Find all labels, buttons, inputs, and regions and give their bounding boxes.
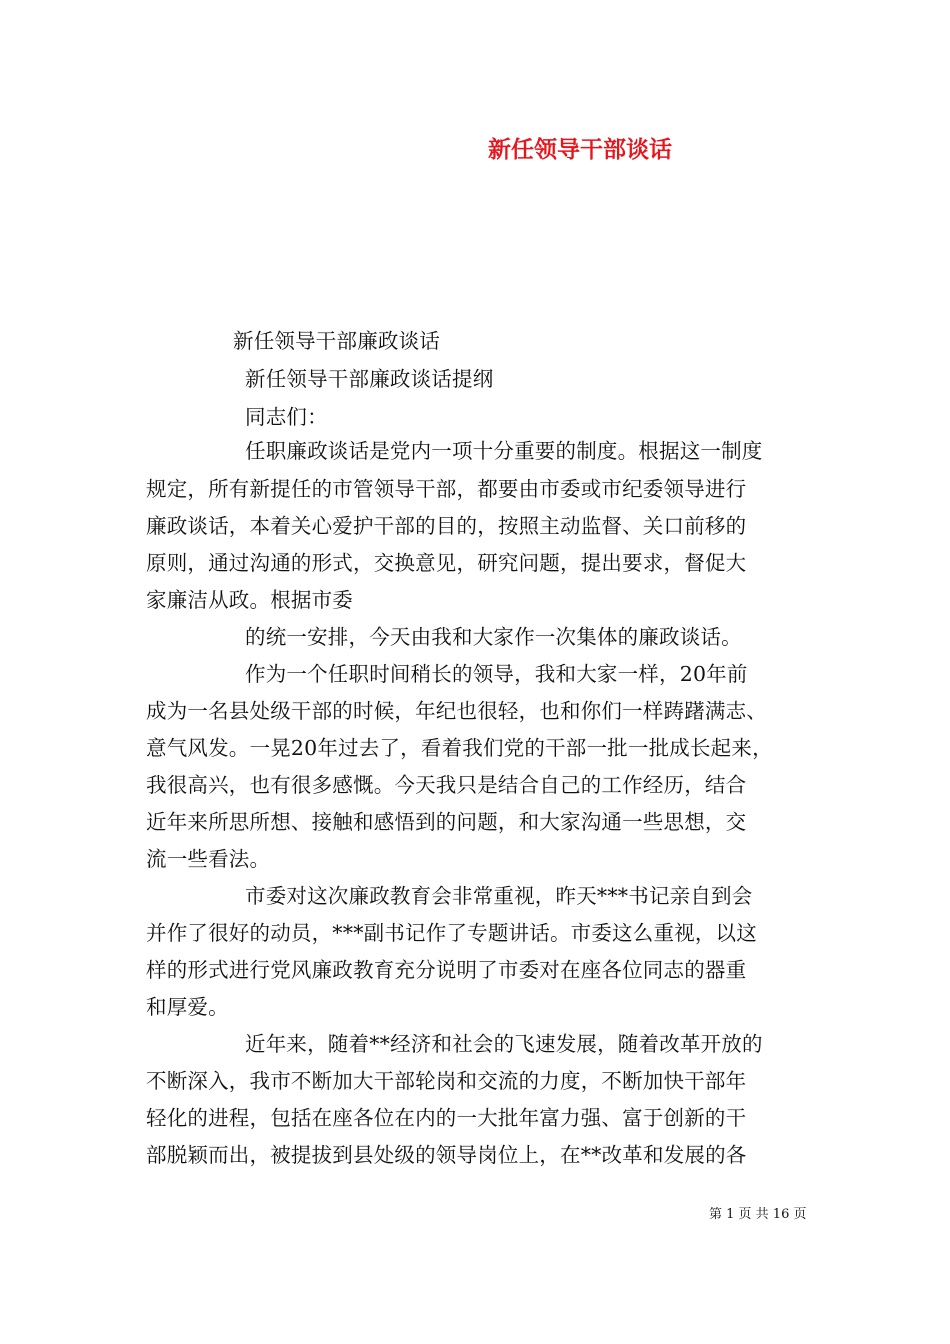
- body-line: 作为一个任职时间稍长的领导，我和大家一样，20年前: [245, 662, 748, 686]
- body-line: 我很高兴，也有很多感慨。今天我只是结合自己的工作经历，结合: [146, 773, 747, 797]
- body-line: 流一些看法。: [146, 847, 271, 871]
- body-line: 并作了很好的动员，***副书记作了专题讲话。市委这么重视，以这: [146, 921, 757, 945]
- body-line: 轻化的进程，包括在座各位在内的一大批年富力强、富于创新的干: [146, 1106, 747, 1130]
- heading-line: 新任领导干部廉政谈话: [233, 329, 440, 353]
- page-number: 第 1 页 共 16 页: [709, 1207, 807, 1222]
- document-title: 新任领导干部谈话: [488, 136, 672, 163]
- body-line: 近年来，随着**经济和社会的飞速发展，随着改革开放的: [245, 1032, 763, 1056]
- body-line: 成为一名县处级干部的时候，年纪也很轻，也和你们一样踌躇满志、: [146, 699, 767, 723]
- body-line: 原则，通过沟通的形式，交换意见，研究问题，提出要求，督促大: [146, 551, 747, 575]
- body-line: 家廉洁从政。根据市委: [146, 588, 353, 612]
- body-line: 部脱颖而出，被提拔到县处级的领导岗位上，在**改革和发展的各: [146, 1143, 747, 1167]
- body-line: 样的形式进行党风廉政教育充分说明了市委对在座各位同志的器重: [146, 958, 747, 982]
- salutation-line: 同志们：: [245, 405, 328, 429]
- body-line: 市委对这次廉政教育会非常重视，昨天***书记亲自到会: [245, 884, 753, 908]
- body-line: 不断深入，我市不断加大干部轮岗和交流的力度，不断加快干部年: [146, 1069, 747, 1093]
- body-line: 意气风发。一晃20年过去了，看着我们党的干部一批一批成长起来，: [146, 736, 773, 760]
- body-line: 和厚爱。: [146, 995, 229, 1019]
- body-line: 的统一安排，今天由我和大家作一次集体的廉政谈话。: [245, 625, 742, 649]
- body-line: 近年来所思所想、接触和感悟到的问题，和大家沟通一些思想，交: [146, 810, 747, 834]
- subheading-line: 新任领导干部廉政谈话提纲: [245, 367, 494, 391]
- body-line: 任职廉政谈话是党内一项十分重要的制度。根据这一制度: [245, 439, 763, 463]
- body-line: 廉政谈话，本着关心爱护干部的目的，按照主动监督、关口前移的: [146, 514, 747, 538]
- body-line: 规定，所有新提任的市管领导干部，都要由市委或市纪委领导进行: [146, 477, 747, 501]
